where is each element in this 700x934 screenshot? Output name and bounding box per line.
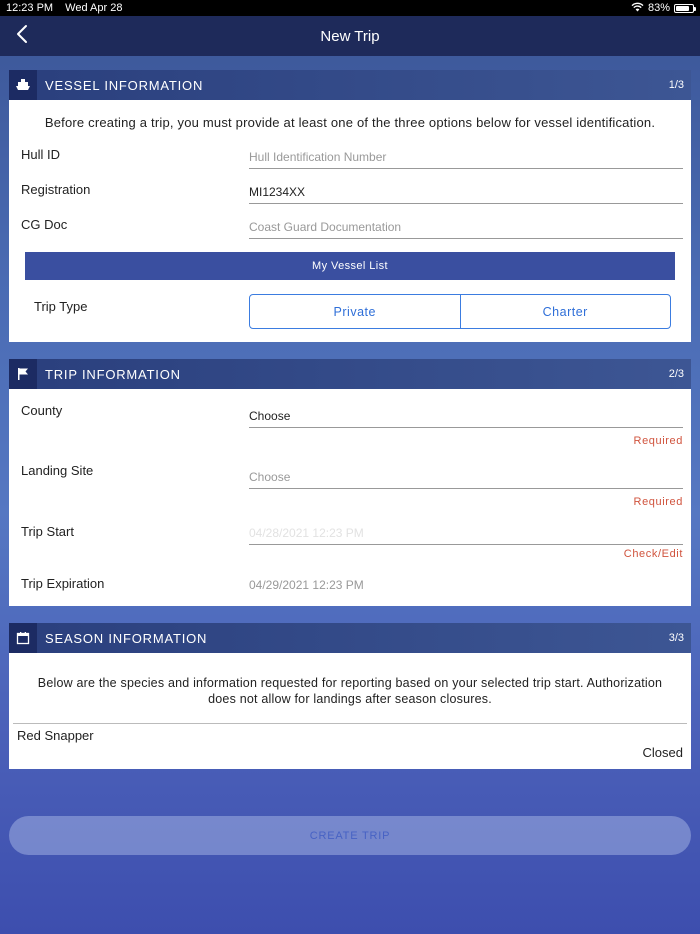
trip-type-selector [249,294,671,329]
trip-start-label: Trip Start [21,524,74,539]
county-value: Choose [249,409,291,423]
trip-section-header [9,359,691,389]
battery-percent: 83% [647,2,670,14]
chevron-left-icon [16,24,28,49]
trip-section-title: TRIP INFORMATION [45,366,181,382]
status-time: 12:23 PM [6,2,54,14]
registration-label: Registration [21,182,91,197]
season-intro-text: Below are the species and information requested for reporting based on your selected trip start. Authorization does not allow for landings after season closures. [37,676,663,706]
vessel-intro-text: Before creating a trip, you must provide at least one of the three options below for vessel identification. [44,115,656,130]
county-select[interactable] [249,404,683,428]
trip-card [9,389,691,606]
species-status: Closed [642,745,683,760]
flag-icon [9,359,37,389]
battery-icon [674,4,694,13]
trip-type-private[interactable]: Private [333,304,376,319]
season-card [9,653,691,769]
county-required-note: Required [633,435,683,447]
vessel-card [9,100,691,342]
trip-expiration-value: 04/29/2021 12:23 PM [249,578,364,592]
status-date: Wed Apr 28 [65,2,123,14]
hull-id-input[interactable] [249,150,683,164]
cg-doc-input[interactable] [249,220,683,234]
vessel-section-step: 1/3 [668,79,684,91]
trip-expiration-label: Trip Expiration [21,576,105,591]
season-section-title: SEASON INFORMATION [45,630,208,646]
cg-doc-label: CG Doc [21,217,68,232]
trip-type-label: Trip Type [34,299,88,314]
registration-field [249,180,683,204]
species-name: Red Snapper [17,728,94,743]
landing-site-required-note: Required [633,496,683,508]
create-trip-button[interactable]: CREATE TRIP [9,816,691,855]
landing-site-label: Landing Site [21,463,94,478]
nav-bar [0,16,700,56]
season-section-step: 3/3 [668,632,684,644]
vessel-section-header [9,70,691,100]
page-title: New Trip [320,27,380,45]
boat-icon [9,70,37,100]
back-button[interactable] [8,22,36,50]
cg-doc-field [249,215,683,239]
hull-id-label: Hull ID [21,147,61,162]
trip-start-field[interactable] [249,521,683,545]
season-divider [13,723,687,724]
landing-site-select[interactable] [249,465,683,489]
hull-id-field [249,145,683,169]
landing-site-value: Choose [249,470,291,484]
trip-section-step: 2/3 [668,368,684,380]
trip-start-value: 04/28/2021 12:23 PM [249,526,364,540]
my-vessel-list-button[interactable]: My Vessel List [25,252,675,280]
vessel-section-title: VESSEL INFORMATION [45,77,204,93]
county-label: County [21,403,63,418]
registration-input[interactable] [249,185,683,199]
trip-start-check-edit[interactable]: Check/Edit [623,548,683,560]
trip-type-charter[interactable]: Charter [460,295,671,328]
battery-fill [676,6,689,11]
status-bar [0,0,700,16]
wifi-icon [631,2,644,15]
season-section-header [9,623,691,653]
calendar-icon [9,623,37,653]
